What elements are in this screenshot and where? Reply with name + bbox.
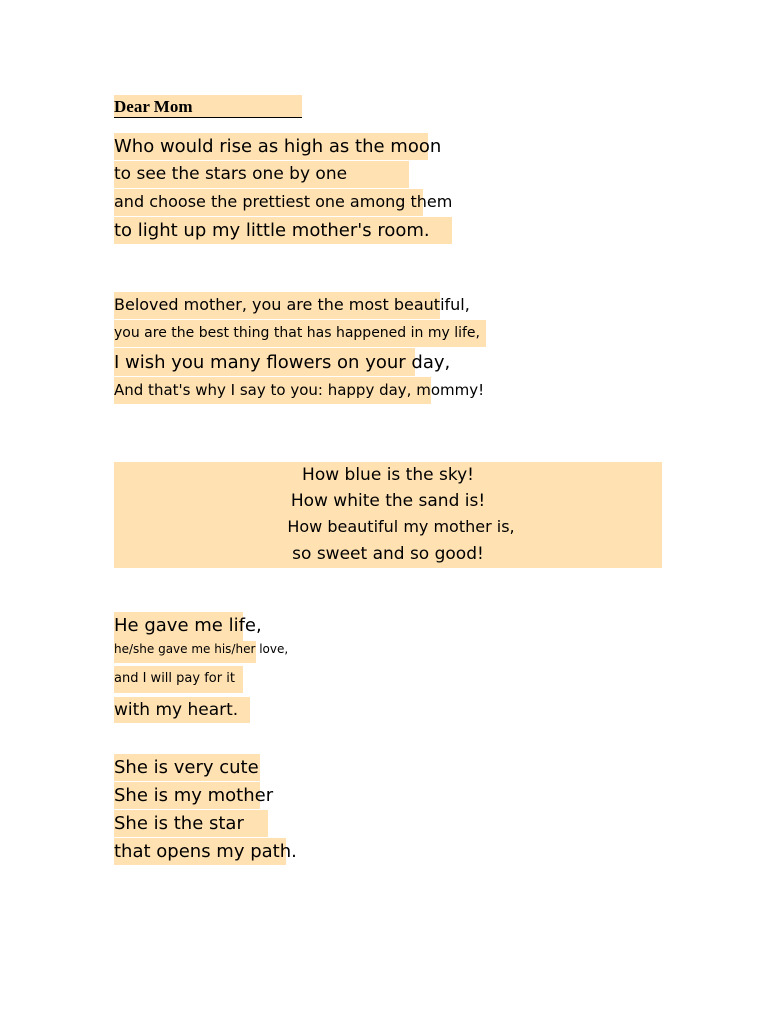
poem-line: to see the stars one by one: [114, 164, 348, 184]
poem-line: to light up my little mother's room.: [114, 220, 430, 241]
poem-line: And that's why I say to you: happy day, mommy!: [114, 381, 485, 399]
poem-line: you are the best thing that has happened in my life,: [114, 325, 480, 341]
poem-line: I wish you many flowers on your day,: [114, 352, 451, 373]
poem-line: How beautiful my mother is,: [287, 517, 515, 536]
poem-line: he/she gave me his/her love,: [114, 642, 289, 656]
poem-line: Beloved mother, you are the most beautiful,: [114, 295, 470, 314]
poem-line: with my heart.: [114, 700, 239, 720]
title-underline: [114, 117, 302, 118]
poem-line: She is my mother: [114, 785, 274, 806]
poem-line: Who would rise as high as the moon: [114, 136, 442, 157]
poem-line: and choose the prettiest one among them: [114, 192, 453, 211]
poem-line: She is very cute: [114, 757, 259, 778]
poem-line: and I will pay for it: [114, 671, 235, 686]
poem-line: She is the star: [114, 813, 244, 834]
poem-line: He gave me life,: [114, 615, 262, 636]
poem-line: so sweet and so good!: [292, 544, 484, 564]
poem-line: that opens my path.: [114, 841, 297, 862]
poem-line: How white the sand is!: [290, 491, 486, 511]
poem-line: How blue is the sky!: [302, 465, 474, 485]
document-title: Dear Mom: [114, 97, 193, 116]
